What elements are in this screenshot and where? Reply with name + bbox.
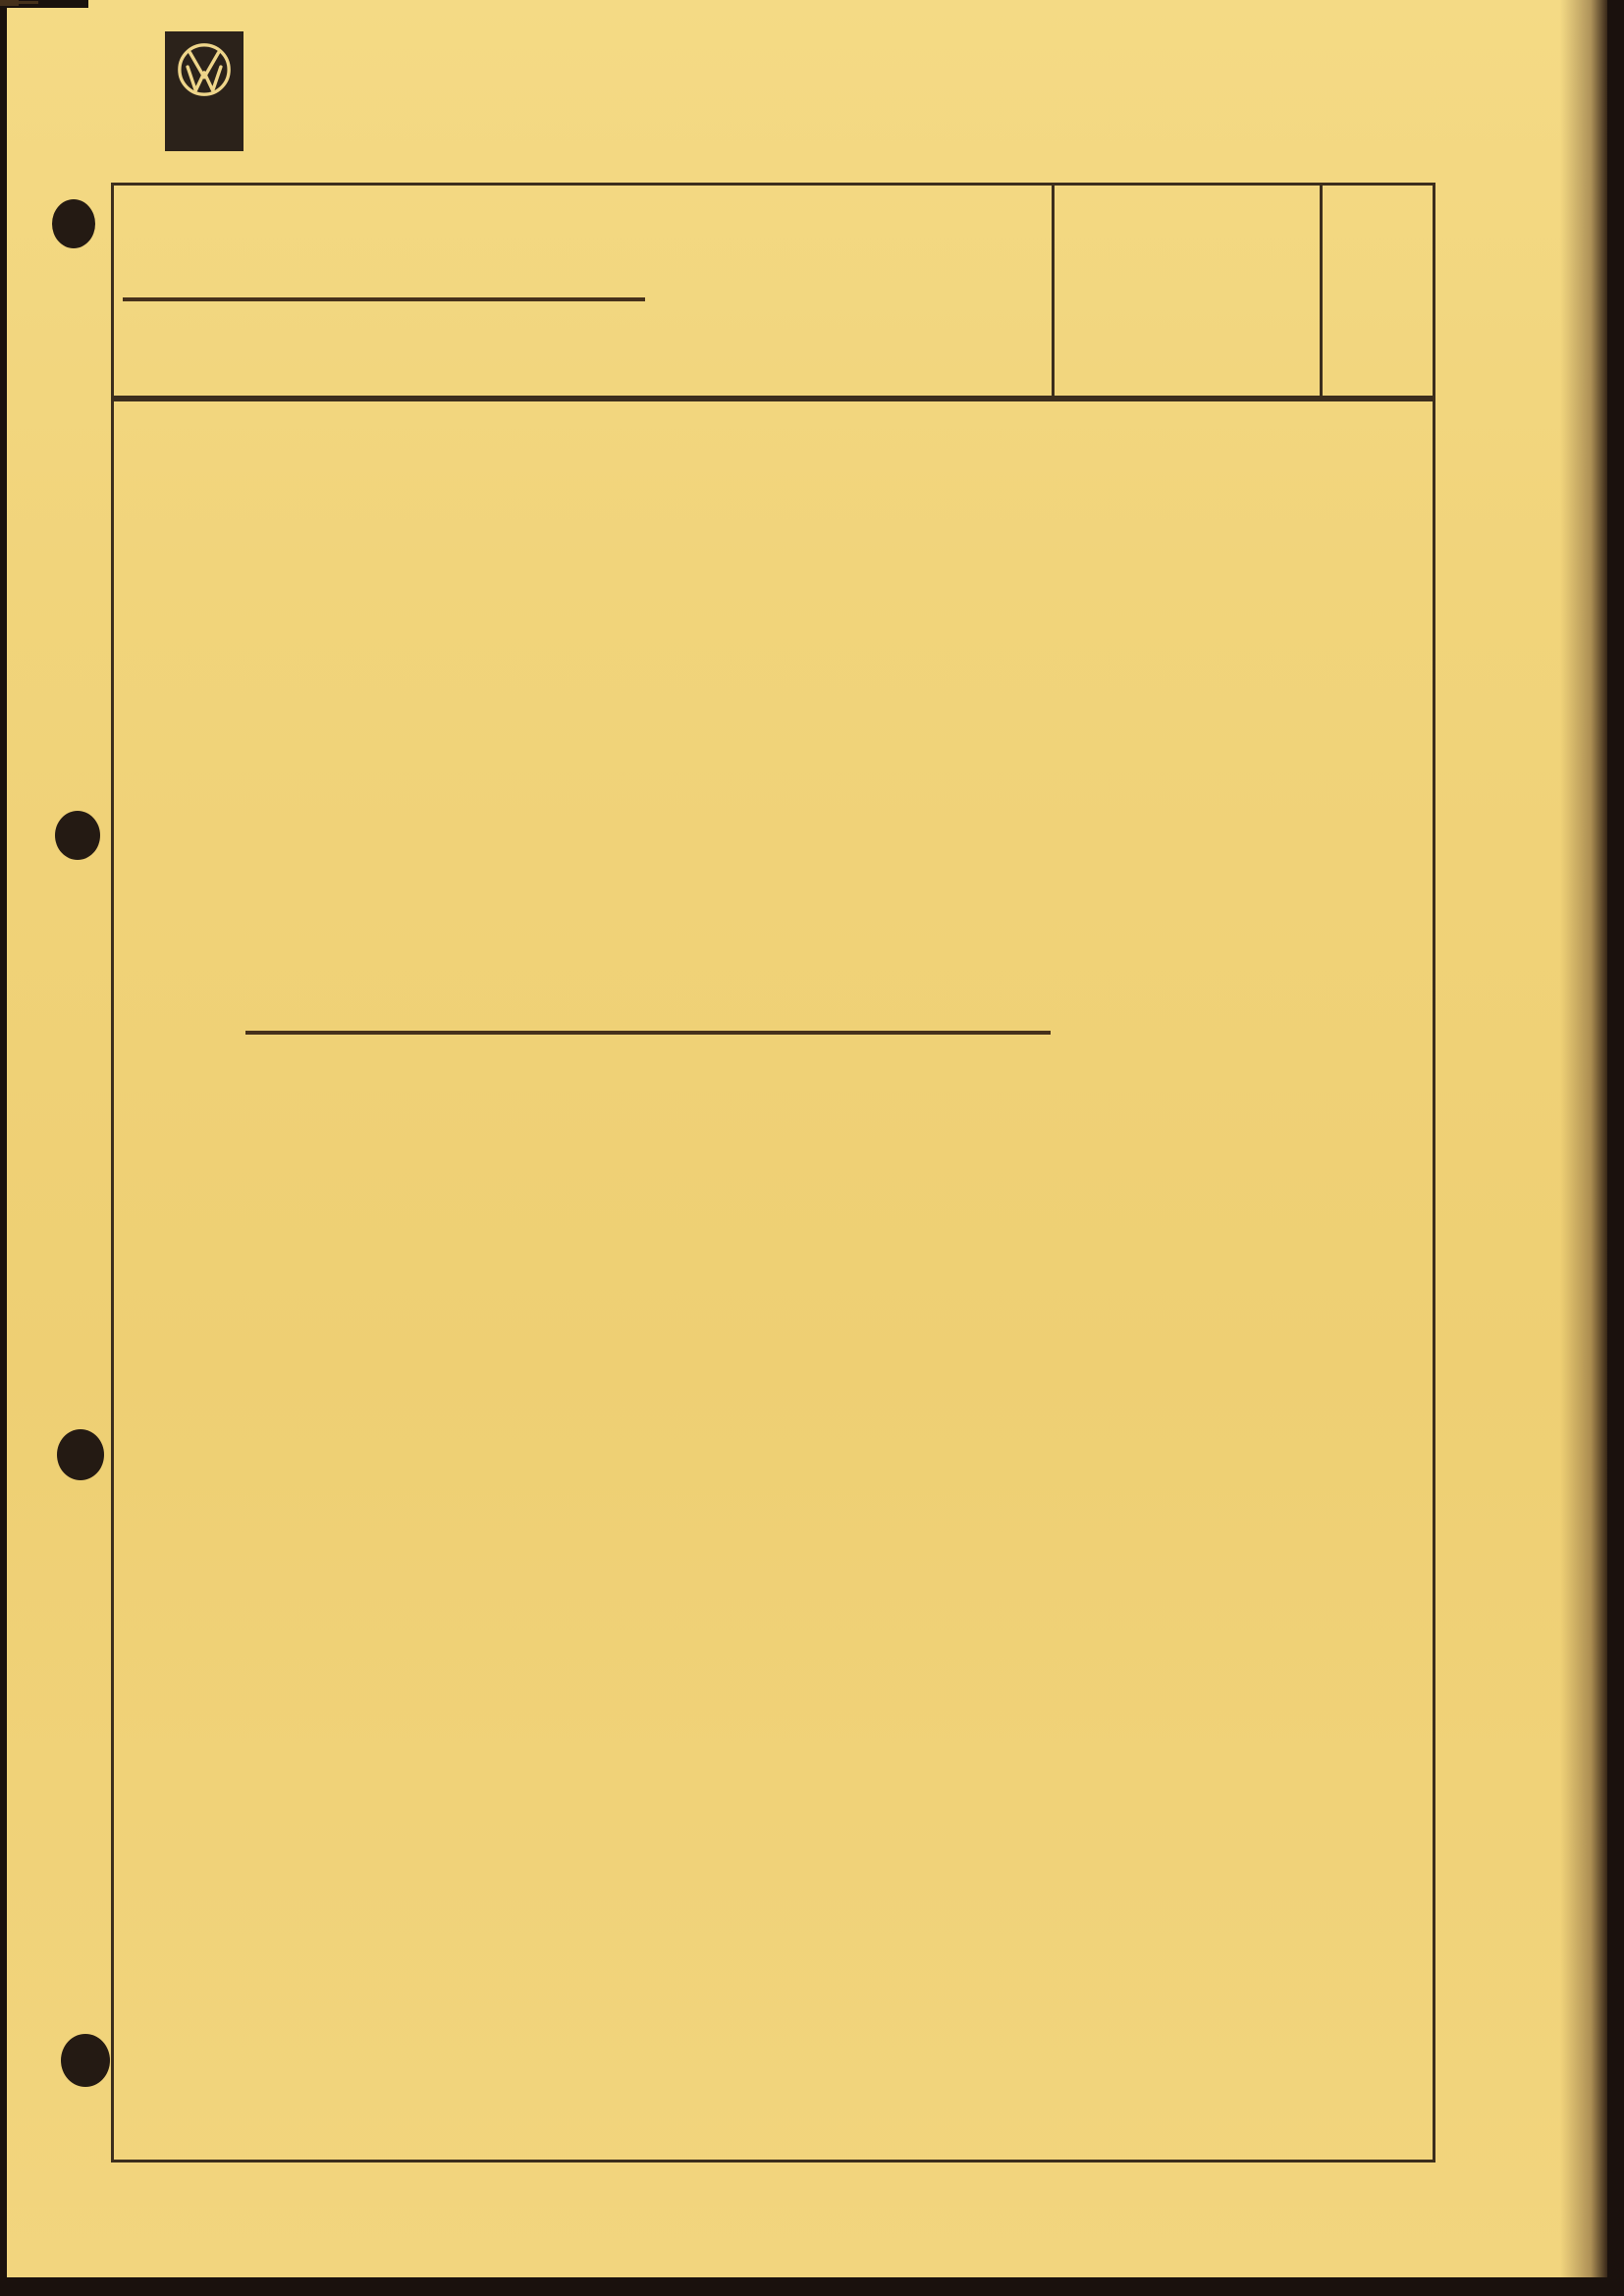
info-box-divider-2 [1320,186,1323,396]
body-box [111,399,1435,2163]
punch-hole [52,199,95,248]
subject-underline [123,297,645,301]
parts-table [245,1021,1129,1052]
regelzug-bracket [0,0,19,6]
vw-logo-icon [176,41,233,103]
info-box [111,183,1435,399]
punch-hole [57,1429,104,1480]
punch-hole [55,811,100,860]
punch-hole [61,2034,110,2087]
info-box-divider-1 [1052,186,1055,396]
vw-logo-box [165,31,244,151]
parts-table-header [245,1021,1051,1035]
